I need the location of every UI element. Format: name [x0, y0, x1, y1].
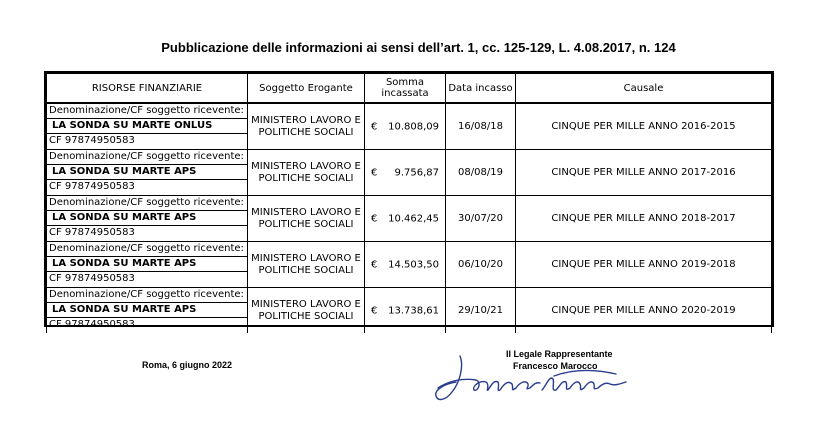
date-cell: 16/08/18 — [446, 103, 516, 150]
recipient-cell — [47, 196, 248, 242]
table-row — [47, 103, 772, 150]
donor-line2: POLITICHE SOCIALI — [258, 172, 354, 184]
place-date: Roma, 6 giugno 2022 — [142, 360, 233, 370]
page-title: Pubblicazione delle informazioni ai sensi dell’art. 1, cc. 125-129, L. 4.08.2017, n. 124 — [161, 40, 676, 55]
handwritten-signature — [430, 352, 640, 412]
recipient-label: Denominazione/CF soggetto ricevente: — [47, 288, 247, 303]
recipient-cf: CF 97874950583 — [49, 135, 135, 146]
header-cause: Causale — [516, 74, 772, 104]
amount-value: 14.503,50 — [388, 259, 439, 270]
currency-symbol: € — [371, 213, 378, 224]
recipient-name: LA SONDA SU MARTE APS — [47, 211, 247, 226]
donor-cell — [248, 150, 365, 196]
recipient-cf: CF 97874950583 — [49, 319, 135, 330]
table-row — [47, 242, 772, 288]
cause-cell: CINQUE PER MILLE ANNO 2018-2017 — [516, 196, 772, 242]
donor-line1: MINISTERO LAVORO E — [251, 252, 361, 264]
amount-cell — [365, 103, 446, 150]
recipient-cell — [47, 288, 248, 334]
donor-line1: MINISTERO LAVORO E — [251, 206, 361, 218]
currency-symbol: € — [371, 167, 378, 178]
table-row — [47, 150, 772, 196]
donor-cell — [248, 103, 365, 150]
amount-value: 9.756,87 — [394, 167, 439, 178]
date-cell: 30/07/20 — [446, 196, 516, 242]
header-amount — [365, 74, 446, 104]
date-cell: 08/08/19 — [446, 150, 516, 196]
donor-line2: POLITICHE SOCIALI — [258, 218, 354, 230]
table-row — [47, 288, 772, 334]
signatory-role: Il Legale Rappresentante — [506, 349, 613, 359]
recipient-label: Denominazione/CF soggetto ricevente: — [47, 104, 247, 119]
donor-cell — [248, 242, 365, 288]
amount-value: 13.738,61 — [388, 305, 439, 316]
recipient-label: Denominazione/CF soggetto ricevente: — [47, 196, 247, 211]
currency-symbol: € — [371, 121, 378, 132]
recipient-cf: CF 97874950583 — [49, 227, 135, 238]
cause-cell: CINQUE PER MILLE ANNO 2016-2015 — [516, 103, 772, 150]
header-amount-line2: incassata — [381, 88, 429, 99]
date-cell: 29/10/21 — [446, 288, 516, 334]
recipient-cell — [47, 150, 248, 196]
amount-cell — [365, 196, 446, 242]
donor-line1: MINISTERO LAVORO E — [251, 114, 361, 126]
signatory-name: Francesco Marocco — [513, 361, 598, 371]
amount-cell — [365, 242, 446, 288]
recipient-name: LA SONDA SU MARTE APS — [47, 165, 247, 180]
recipient-name: LA SONDA SU MARTE APS — [47, 303, 247, 318]
donor-line1: MINISTERO LAVORO E — [251, 298, 361, 310]
amount-cell — [365, 150, 446, 196]
date-cell: 06/10/20 — [446, 242, 516, 288]
header-donor: Soggetto Erogante — [248, 74, 365, 104]
amount-value: 10.808,09 — [388, 121, 439, 132]
recipient-cell — [47, 242, 248, 288]
recipient-name: LA SONDA SU MARTE APS — [47, 257, 247, 272]
donor-line2: POLITICHE SOCIALI — [258, 126, 354, 138]
recipient-name: LA SONDA SU MARTE ONLUS — [47, 119, 247, 134]
recipient-label: Denominazione/CF soggetto ricevente: — [47, 150, 247, 165]
amount-value: 10.462,45 — [388, 213, 439, 224]
cause-cell: CINQUE PER MILLE ANNO 2019-2018 — [516, 242, 772, 288]
recipient-label: Denominazione/CF soggetto ricevente: — [47, 242, 247, 257]
recipient-cell — [47, 103, 248, 150]
donor-cell — [248, 196, 365, 242]
donor-line2: POLITICHE SOCIALI — [258, 310, 354, 322]
amount-cell — [365, 288, 446, 334]
table-header-row — [47, 74, 772, 104]
recipient-cf: CF 97874950583 — [49, 273, 135, 284]
cause-cell: CINQUE PER MILLE ANNO 2017-2016 — [516, 150, 772, 196]
funds-table — [44, 71, 774, 330]
header-amount-line1: Somma — [385, 77, 425, 88]
recipient-cf: CF 97874950583 — [49, 181, 135, 192]
donor-line1: MINISTERO LAVORO E — [251, 160, 361, 172]
donor-cell — [248, 288, 365, 334]
header-date: Data incasso — [446, 74, 516, 104]
header-resources: RISORSE FINANZIARIE — [47, 74, 248, 104]
currency-symbol: € — [371, 259, 378, 270]
cause-cell: CINQUE PER MILLE ANNO 2020-2019 — [516, 288, 772, 334]
donor-line2: POLITICHE SOCIALI — [258, 264, 354, 276]
table-row — [47, 196, 772, 242]
currency-symbol: € — [371, 305, 378, 316]
